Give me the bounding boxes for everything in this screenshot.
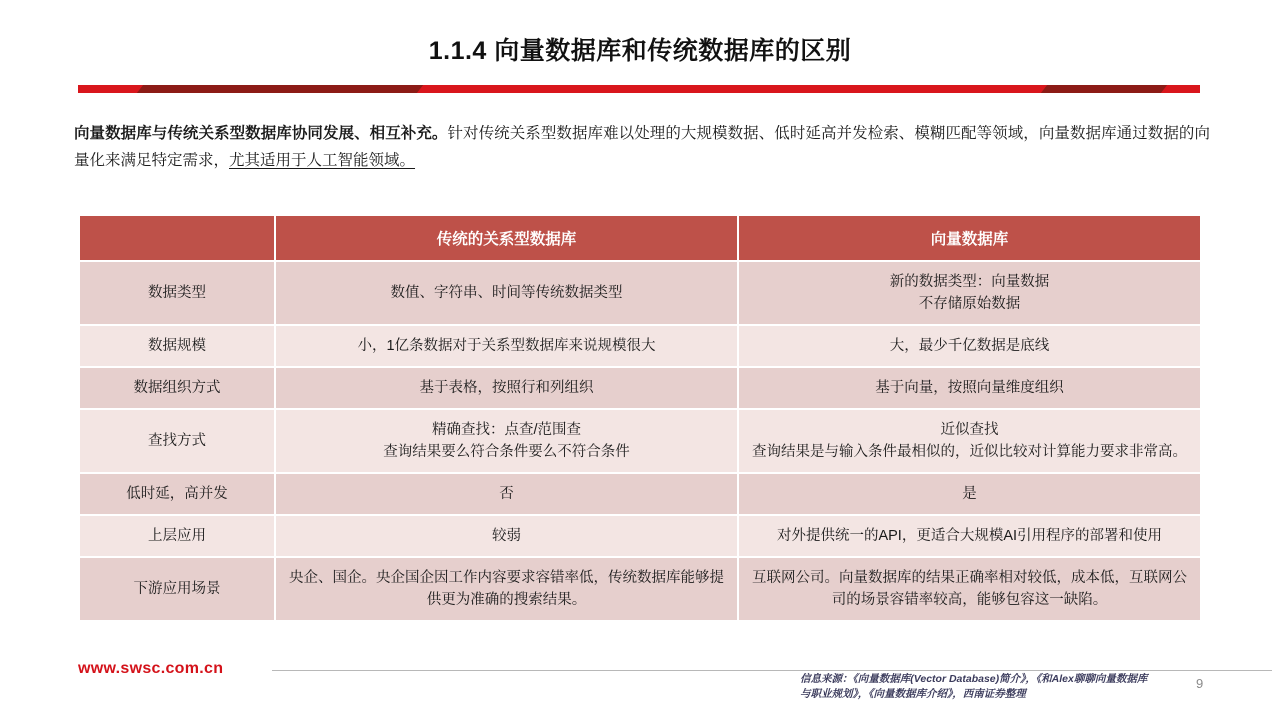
- footer-url[interactable]: www.swsc.com.cn: [78, 660, 224, 677]
- table-cell-traditional: 精确查找：点查/范围查 查询结果要么符合条件要么不符合条件: [276, 410, 737, 472]
- table-cell-label: 数据组织方式: [80, 368, 274, 408]
- table-cell-vector: 对外提供统一的API，更适合大规模AI引用程序的部署和使用: [739, 516, 1200, 556]
- header-accent-bar: [78, 85, 1200, 93]
- table-body: [80, 262, 1200, 620]
- table-cell-label: 上层应用: [80, 516, 274, 556]
- table-head: [80, 216, 1200, 260]
- title-area: [0, 34, 1280, 68]
- table-cell-vector: 新的数据类型：向量数据 不存储原始数据: [739, 262, 1200, 324]
- table-row: [80, 558, 1200, 620]
- table-cell-traditional: 小，1亿条数据对于关系型数据库来说规模很大: [276, 326, 737, 366]
- table-cell-vector: 基于向量，按照向量维度组织: [739, 368, 1200, 408]
- source-note-line-1: 信息来源：《向量数据库(Vector Database)简介》，《和Alex聊聊向量数据库: [800, 673, 1148, 685]
- table-row: [80, 474, 1200, 514]
- lead-paragraph: [74, 120, 1210, 174]
- accent-bar-dark-segment: [137, 85, 423, 93]
- table-row: [80, 368, 1200, 408]
- page-title: 1.1.4 向量数据库和传统数据库的区别: [428, 37, 852, 65]
- source-note: [800, 672, 1178, 702]
- accent-bar-dark-segment-right: [1041, 85, 1167, 93]
- table-cell-traditional: 较弱: [276, 516, 737, 556]
- footer-divider: [272, 670, 1272, 671]
- table-header-traditional: 传统的关系型数据库: [276, 216, 737, 260]
- table-cell-label: 下游应用场景: [80, 558, 274, 620]
- table-header-blank: [80, 216, 274, 260]
- table-cell-vector: 互联网公司。向量数据库的结果正确率相对较低，成本低，互联网公司的场景容错率较高，能够包容这一缺陷。: [739, 558, 1200, 620]
- table-cell-traditional: 否: [276, 474, 737, 514]
- table-cell-label: 数据规模: [80, 326, 274, 366]
- table-header-vector: 向量数据库: [739, 216, 1200, 260]
- table-cell-vector: 大，最少千亿数据是底线: [739, 326, 1200, 366]
- table-cell-label: 查找方式: [80, 410, 274, 472]
- table-cell-traditional: 央企、国企。央企国企因工作内容要求容错率低，传统数据库能够提供更为准确的搜索结果。: [276, 558, 737, 620]
- lead-bold: 向量数据库与传统关系型数据库协同发展、相互补充。: [74, 125, 448, 142]
- lead-underlined: 尤其适用于人工智能领域。: [229, 152, 416, 169]
- table-row: [80, 516, 1200, 556]
- source-note-line-2: 与职业规划》，《向量数据库介绍》，西南证券整理: [800, 688, 1026, 700]
- comparison-table: [78, 214, 1202, 622]
- table-cell-traditional: 基于表格，按照行和列组织: [276, 368, 737, 408]
- table-row: [80, 410, 1200, 472]
- table-row: [80, 262, 1200, 324]
- table-cell-label: 数据类型: [80, 262, 274, 324]
- table-header-row: [80, 216, 1200, 260]
- table-cell-vector: 是: [739, 474, 1200, 514]
- page-number: 9: [1196, 676, 1204, 691]
- table-cell-vector: 近似查找 查询结果是与输入条件最相似的，近似比较对计算能力要求非常高。: [739, 410, 1200, 472]
- lead-normal: 针对传统关系型数据库难以处理的大规模数据、低时延高并发检索、模糊匹配等领域，向量数据库通过数据的向量化来满足特定需求，: [74, 125, 1210, 169]
- table-row: [80, 326, 1200, 366]
- table-cell-label: 低时延，高并发: [80, 474, 274, 514]
- table-cell-traditional: 数值、字符串、时间等传统数据类型: [276, 262, 737, 324]
